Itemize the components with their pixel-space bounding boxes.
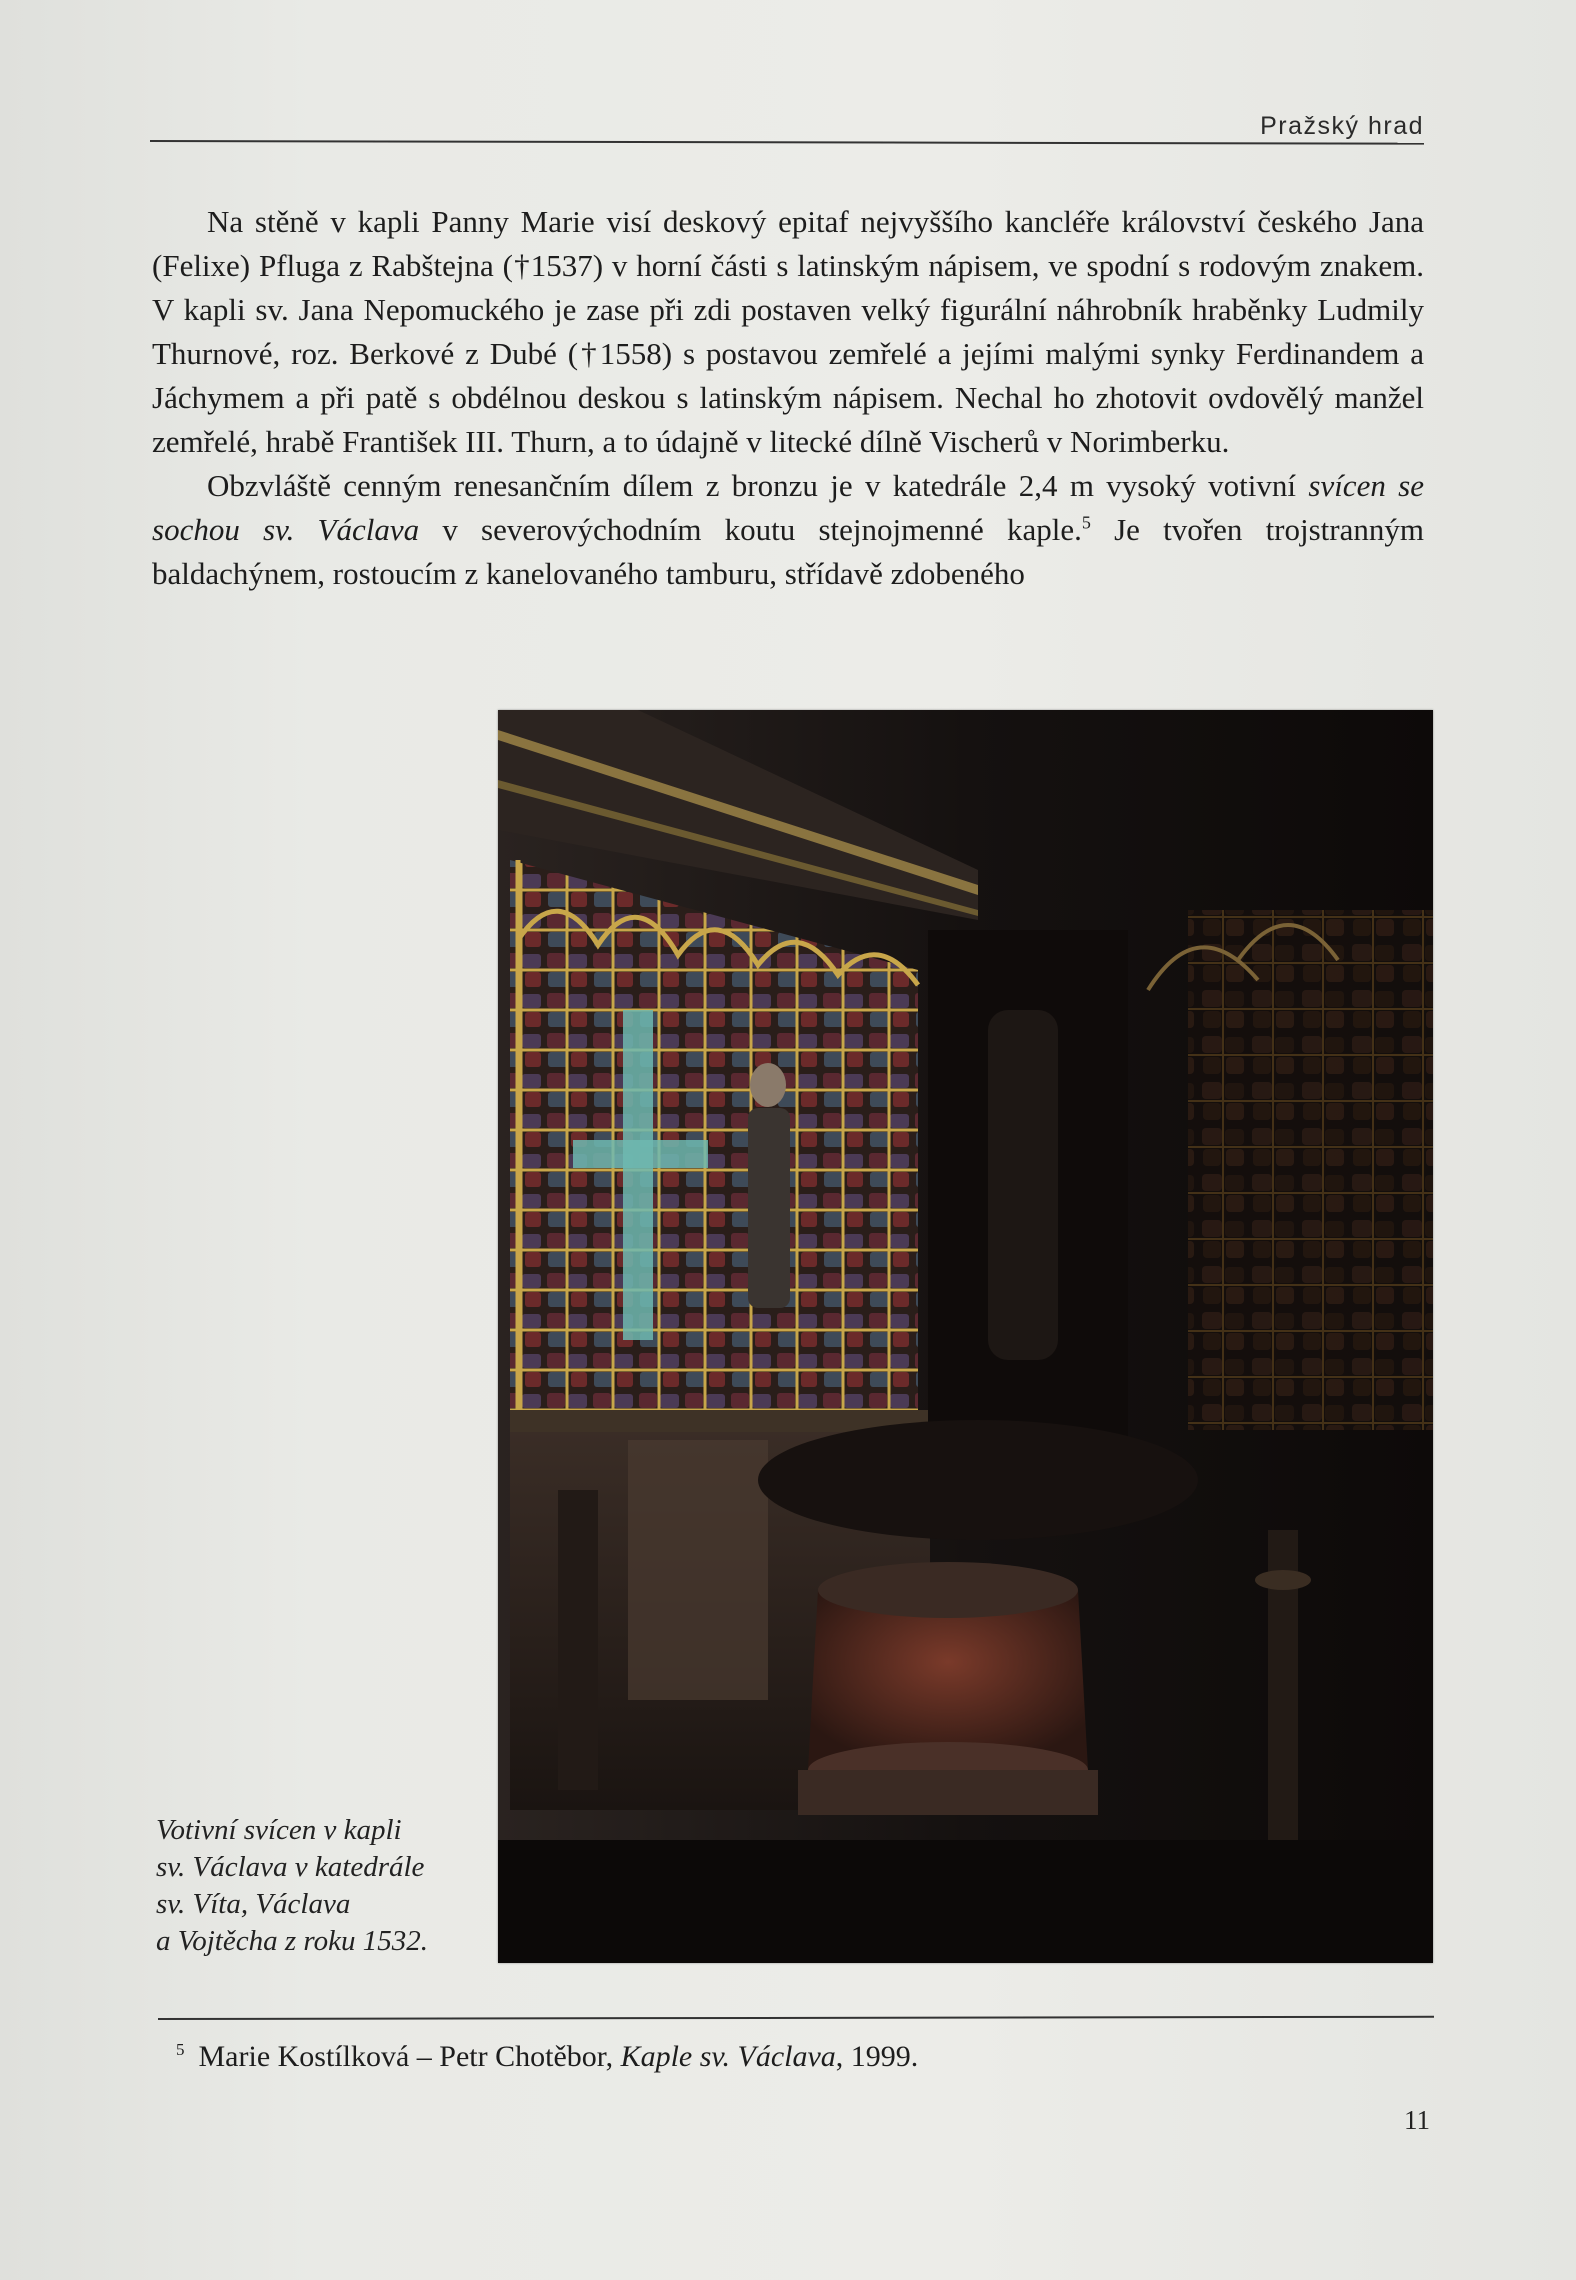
caption-line: Votivní svícen v kapli: [156, 1814, 402, 1846]
paragraph-2-mid: v severovýchodním koutu stejnojmenné kaple.: [442, 512, 1082, 547]
caption-line: a Vojtěcha z roku 1532.: [156, 1925, 428, 1957]
footnote-rule: [158, 2016, 1434, 2020]
photo-caption: [156, 1812, 476, 1960]
caption-line: sv. Víta, Václava: [156, 1888, 351, 1920]
footnote-year: , 1999.: [835, 2040, 919, 2073]
paragraph-2-end: Je tvořen trojstranným baldachýnem, rostoucím z kanelovaného tamburu, střídavě zdobeného: [152, 512, 1424, 591]
header-rule: [150, 140, 1424, 145]
footnote-title: Kaple sv. Václava: [620, 2040, 836, 2073]
chapel-photograph: [498, 710, 1433, 1963]
paragraph-2-italic: svícen se sochou sv. Václava: [152, 468, 1424, 547]
body-text: [152, 200, 1424, 596]
footnote-authors: Marie Kostílková – Petr Chotěbor,: [198, 2040, 614, 2073]
page-number: 11: [1404, 2105, 1430, 2135]
paragraph-2-start: Obzvláště cenným renesančním dílem z bronzu je v katedrále 2,4 m vysoký votivní: [207, 468, 1297, 503]
paragraph-2: [152, 464, 1424, 596]
paragraph-1: Na stěně v kapli Panny Marie visí deskový epitaf nejvyššího kancléře království českého Jana (Felixe) Pfluga z Rabštejna (†1537) v horní části s latinským nápisem, ve spodní s rodovým znakem. V kapli sv. Jana Nepomuckého je zase při zdi postaven velký figurální náhrobník hraběnky Ludmily Thurnové, roz. Berkové z Dubé (†1558) s postavou zemřelé a jejími malými synky Ferdinandem a Jáchymem a při patě s obdélnou deskou s latinským nápisem. Nechal ho zhotovit ovdovělý manžel zemřelé, hrabě František III. Thurn, a to údajně v litecké dílně Vischerů v Norimberku.: [152, 204, 1424, 459]
footnote: [176, 2030, 1376, 2077]
footnote-reference: 5: [1081, 512, 1091, 533]
running-head: Pražský hrad: [1260, 112, 1424, 140]
caption-line: sv. Václava v katedrále: [156, 1851, 425, 1883]
footnote-number: 5: [176, 2040, 185, 2059]
